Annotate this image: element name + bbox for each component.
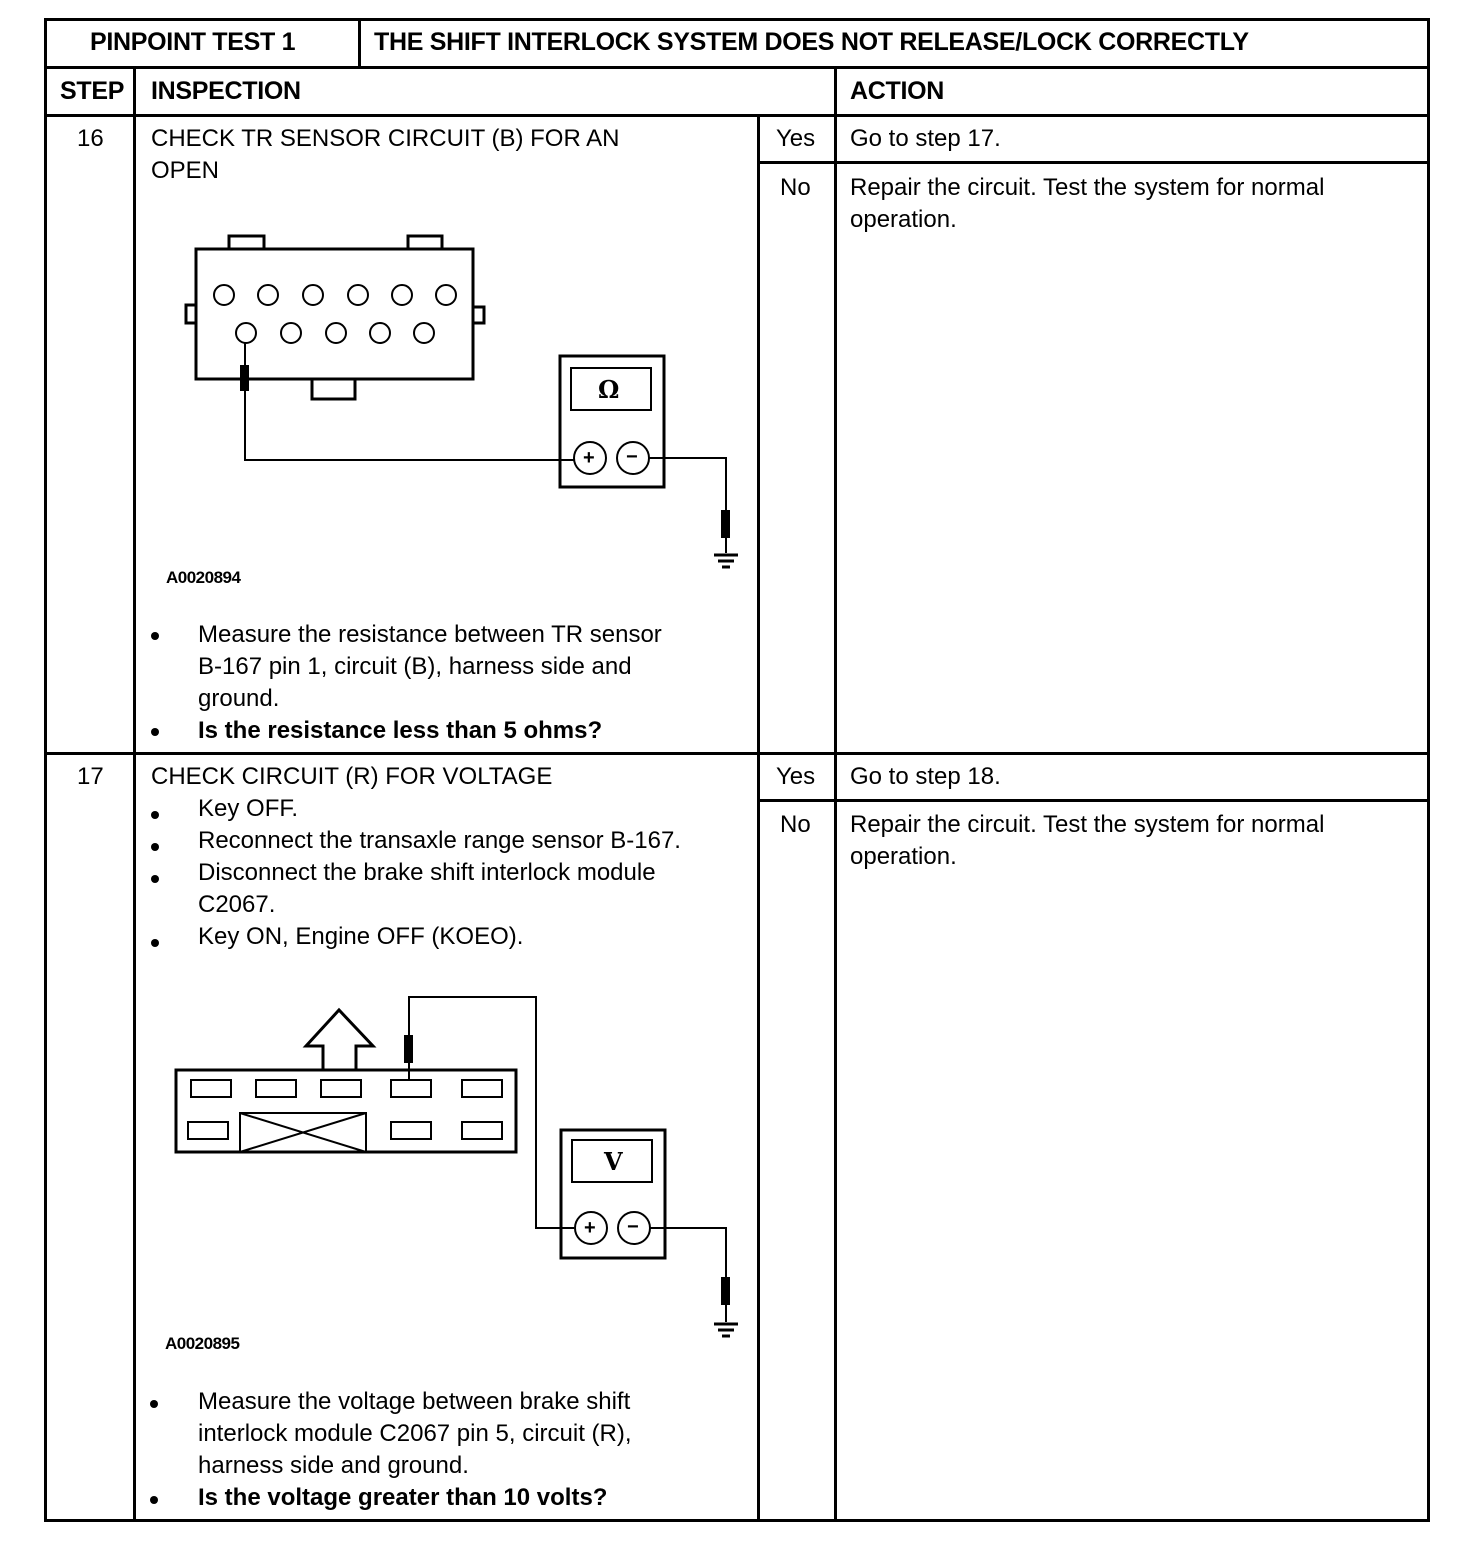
minus-terminal: − [626,446,638,468]
instruction: C2067. [198,891,276,918]
figure-id: A0020894 [166,568,241,587]
bullet [150,1400,158,1408]
instruction: Reconnect the transaxle range sensor B-167. [198,827,681,854]
column-header-step: STEP [60,77,125,105]
plus-terminal: + [584,1217,596,1239]
question: Is the resistance less than 5 ohms? [198,717,603,744]
test-title: THE SHIFT INTERLOCK SYSTEM DOES NOT RELEASE/LOCK CORRECTLY [374,28,1249,56]
no-action: Repair the circuit. Test the system for normal [850,811,1325,838]
minus-terminal: − [627,1216,639,1238]
bullet [150,1496,158,1504]
instruction: ground. [198,685,280,712]
no-action: Repair the circuit. Test the system for normal [850,174,1325,201]
yes-action: Go to step 18. [850,763,1001,790]
instruction: Key ON, Engine OFF (KOEO). [198,923,524,950]
yes-label: Yes [776,763,816,790]
instruction: Key OFF. [198,795,299,822]
step-title: CHECK CIRCUIT (R) FOR VOLTAGE [151,763,553,790]
no-action-continued: operation. [850,843,957,870]
step-title-continued: OPEN [151,157,220,184]
no-action-continued: operation. [850,206,957,233]
instruction: harness side and ground. [198,1452,469,1479]
instruction: Measure the resistance between TR sensor [198,621,662,648]
no-label: No [780,811,811,838]
step-number: 17 [77,763,104,790]
step-number: 16 [77,125,104,152]
plus-terminal: + [583,447,595,469]
instruction: Measure the voltage between brake shift [198,1388,631,1415]
yes-label: Yes [776,125,816,152]
no-label: No [780,174,811,201]
volt-symbol: V [604,1147,623,1176]
figure-id: A0020895 [165,1334,240,1353]
instruction: B-167 pin 1, circuit (B), harness side and [198,653,632,680]
column-header-inspection: INSPECTION [151,77,301,105]
ohm-symbol: Ω [598,375,620,404]
instruction: interlock module C2067 pin 5, circuit (R), [198,1420,632,1447]
yes-action: Go to step 17. [850,125,1001,152]
test-label: PINPOINT TEST 1 [90,28,296,56]
instruction: Disconnect the brake shift interlock module [198,859,656,886]
question: Is the voltage greater than 10 volts? [198,1484,608,1511]
step-title: CHECK TR SENSOR CIRCUIT (B) FOR AN [151,125,620,152]
column-header-action: ACTION [850,77,945,105]
